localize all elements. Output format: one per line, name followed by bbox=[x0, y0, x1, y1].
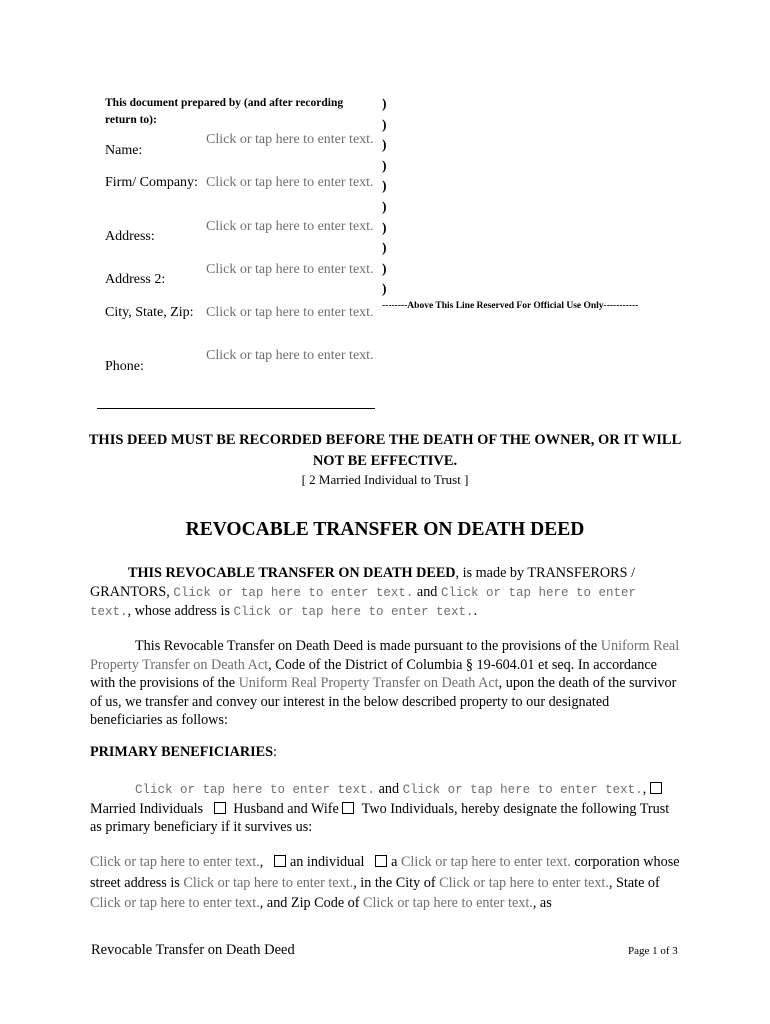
phone-label: Phone: bbox=[105, 359, 144, 374]
provisions-paragraph: This Revocable Transfer on Death Deed is made pursuant to the provisions of the Uniform Real Property Transfer on Death Act, Code of the District of Columbia § 19-604.01 et seq. In accordance with the provisions of the Uniform Real Property Transfer on Death Act, upon the death of the survivor of us, we transfer and convey our interest in the below described property to our designated beneficiaries as follows: bbox=[90, 638, 680, 728]
address-field[interactable]: Click or tap here to enter text. bbox=[206, 219, 374, 234]
deed-subtitle: [ 2 Married Individual to Trust ] bbox=[301, 472, 469, 487]
primary-beneficiaries-heading: PRIMARY BENEFICIARIES: bbox=[90, 744, 277, 760]
married-individuals-checkbox[interactable] bbox=[650, 782, 662, 794]
individual-checkbox[interactable] bbox=[274, 855, 286, 867]
act-name-2: Uniform Real Property Transfer on Death Act bbox=[238, 675, 499, 691]
company-field[interactable]: Click or tap here to enter text. bbox=[206, 175, 374, 190]
transferor2-field[interactable]: Click or tap here to enter text. bbox=[90, 585, 636, 619]
prepared-by-heading: This document prepared by (and after recording return to): bbox=[105, 97, 344, 126]
address2-label: Address 2: bbox=[105, 272, 166, 287]
husband-wife-checkbox[interactable] bbox=[214, 802, 226, 814]
trust-zip-field[interactable]: Click or tap here to enter text. bbox=[363, 895, 533, 911]
name-field[interactable]: Click or tap here to enter text. bbox=[206, 132, 374, 147]
bracket-column: ) ) ) ) ) ) ) ) ) ) bbox=[382, 96, 387, 297]
address-label: Address: bbox=[105, 229, 155, 244]
transferor1-field[interactable]: Click or tap here to enter text. bbox=[173, 585, 414, 600]
act-name: Uniform Real Property Transfer on Death Act bbox=[90, 638, 680, 673]
trust-state-field[interactable]: Click or tap here to enter text. bbox=[90, 895, 260, 911]
recording-warning: THIS DEED MUST BE RECORDED BEFORE THE DEATH OF THE OWNER, OR IT WILL NOT BE EFFECTIVE. bbox=[88, 432, 682, 469]
page-title: REVOCABLE TRANSFER ON DEATH DEED bbox=[185, 519, 585, 540]
corporation-checkbox[interactable] bbox=[375, 855, 387, 867]
phone-field[interactable]: Click or tap here to enter text. bbox=[206, 348, 374, 363]
trust-name-field[interactable]: Click or tap here to enter text. bbox=[90, 854, 260, 870]
designation-paragraph: Click or tap here to enter text. and Click or tap here to enter text., Married Individuals Husband and Wife Two Individuals, hereby designate the following Trust as primary beneficiary if it survives us: bbox=[90, 781, 670, 835]
intro-paragraph: THIS REVOCABLE TRANSFER ON DEATH DEED, is made by TRANSFERORS / GRANTORS, Click or tap here to enter text. and Click or tap here to enter text., whose address is Click or tap here to enter text.. bbox=[90, 565, 636, 619]
city-state-zip-field[interactable]: Click or tap here to enter text. bbox=[206, 305, 374, 320]
name-label: Name: bbox=[105, 143, 143, 158]
two-individuals-checkbox[interactable] bbox=[342, 802, 354, 814]
page-number: Page 1 of 3 bbox=[628, 945, 678, 957]
address2-field[interactable]: Click or tap here to enter text. bbox=[206, 262, 374, 277]
footer-title: Revocable Transfer on Death Deed bbox=[91, 942, 295, 958]
transferor-address-field[interactable]: Click or tap here to enter text. bbox=[233, 605, 474, 619]
divider bbox=[97, 408, 375, 409]
city-state-zip-label: City, State, Zip: bbox=[105, 305, 194, 320]
corporation-field[interactable]: Click or tap here to enter text. bbox=[400, 854, 571, 870]
trust-street-field[interactable]: Click or tap here to enter text. bbox=[183, 874, 354, 891]
owner1-field[interactable]: Click or tap here to enter text. bbox=[135, 783, 376, 797]
company-label: Firm/ Company: bbox=[105, 175, 198, 190]
trust-paragraph: Click or tap here to enter text., an individual a Click or tap here to enter text. corporation whose street address is Click or tap here to enter text., in the City of Click or tap here to enter text., State of Click or tap here to enter text., and Zip Code of Click or tap here to enter text., as bbox=[90, 854, 680, 911]
owner2-field[interactable]: Click or tap here to enter text. bbox=[402, 783, 643, 797]
trust-city-field[interactable]: Click or tap here to enter text. bbox=[439, 874, 609, 891]
reserved-line: --------Above This Line Reserved For Official Use Only----------- bbox=[382, 301, 639, 311]
